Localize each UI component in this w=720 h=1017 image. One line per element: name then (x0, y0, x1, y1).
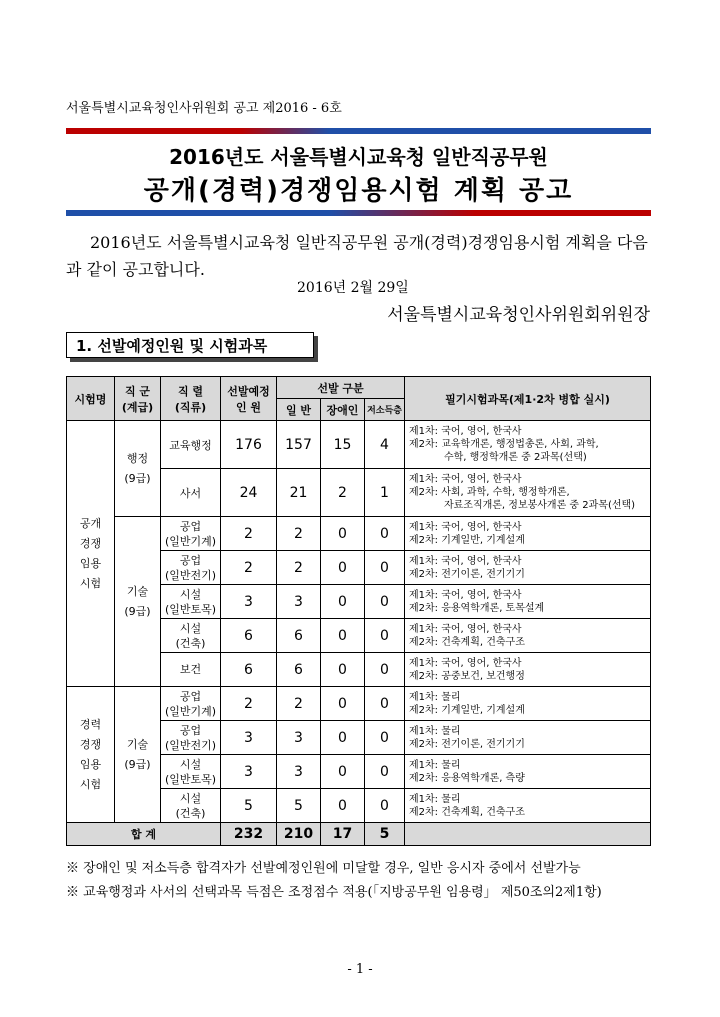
total-planned: 232 (221, 823, 277, 846)
general-cell: 3 (277, 755, 321, 789)
subjects-cell: 제1차: 물리 제2차: 응용역학개론, 측량 (405, 755, 651, 789)
general-cell: 6 (277, 619, 321, 653)
total-row (67, 823, 651, 846)
planned-cell: 24 (221, 469, 277, 517)
planned-cell: 176 (221, 421, 277, 469)
planned-cell: 2 (221, 687, 277, 721)
lowincome-cell: 0 (365, 755, 405, 789)
lowincome-cell: 0 (365, 687, 405, 721)
header-exam: 시험명 (67, 377, 115, 421)
planned-cell: 2 (221, 517, 277, 551)
table-row (67, 517, 651, 551)
note-2: ※ 교육행정과 사서의 선택과목 득점은 조정점수 적용(「지방공무원 임용령」 제50조의2제1항) (66, 885, 602, 900)
header-general: 일 반 (277, 399, 321, 421)
disabled-cell: 0 (321, 721, 365, 755)
general-cell: 2 (277, 517, 321, 551)
section-heading (66, 332, 322, 362)
section-title: 1. 선발예정인원 및 시험과목 (66, 332, 314, 358)
rank-cell: 시설 (건축) (161, 619, 221, 653)
lowincome-cell: 0 (365, 585, 405, 619)
header-planned: 선발예정 인 원 (221, 377, 277, 421)
planned-cell: 3 (221, 585, 277, 619)
subjects-cell: 제1차: 국어, 영어, 한국사 제2차: 기계일반, 기계설계 (405, 517, 651, 551)
disabled-cell: 0 (321, 517, 365, 551)
notice-date: 2016년 2월 29일 (297, 280, 409, 296)
rank-cell: 시설 (일반토목) (161, 585, 221, 619)
lowincome-cell: 0 (365, 619, 405, 653)
note-1: ※ 장애인 및 저소득층 합격자가 선발예정인원에 미달할 경우, 일반 응시자 중에서 선발가능 (66, 861, 581, 876)
notice-number: 서울특별시교육청인사위원회 공고 제2016 - 6호 (66, 101, 342, 116)
rank-cell: 사서 (161, 469, 221, 517)
recruitment-table (66, 376, 651, 846)
subjects-cell: 제1차: 물리 제2차: 전기이론, 전기기기 (405, 721, 651, 755)
subjects-cell: 제1차: 국어, 영어, 한국사 제2차: 사회, 과학, 수학, 행정학개론, 자료조직개론, 정보봉사개론 중 2과목(선택) (405, 469, 651, 517)
series-tech: 기술 (9급) (115, 517, 161, 687)
rank-cell: 공업 (일반전기) (161, 551, 221, 585)
planned-cell: 6 (221, 653, 277, 687)
intro-paragraph: 2016년도 서울특별시교육청 일반직공무원 공개(경력)경쟁임용시험 계획을 다음과 같이 공고합니다. (66, 233, 648, 279)
title-line-1: 2016년도 서울특별시교육청 일반직공무원 (169, 145, 548, 169)
lowincome-cell: 0 (365, 517, 405, 551)
rank-cell: 공업 (일반전기) (161, 721, 221, 755)
subjects-cell: 제1차: 국어, 영어, 한국사 제2차: 건축계획, 건축구조 (405, 619, 651, 653)
general-cell: 2 (277, 687, 321, 721)
lowincome-cell: 4 (365, 421, 405, 469)
series-tech-career: 기술 (9급) (115, 687, 161, 823)
disabled-cell: 0 (321, 619, 365, 653)
general-cell: 5 (277, 789, 321, 823)
page-number: - 1 - (347, 962, 373, 977)
disabled-cell: 2 (321, 469, 365, 517)
disabled-cell: 0 (321, 755, 365, 789)
total-lowincome: 5 (365, 823, 405, 846)
subjects-cell: 제1차: 국어, 영어, 한국사 제2차: 교육학개론, 행정법총론, 사회, 과학, 수학, 행정학개론 중 2과목(선택) (405, 421, 651, 469)
subjects-cell: 제1차: 국어, 영어, 한국사 제2차: 공중보건, 보건행정 (405, 653, 651, 687)
header-subjects: 필기시험과목(제1·2차 병합 실시) (405, 377, 651, 421)
rank-cell: 시설 (일반토목) (161, 755, 221, 789)
exam-career: 경력 경쟁 임용 시험 (67, 687, 115, 823)
subjects-cell: 제1차: 국어, 영어, 한국사 제2차: 응용역학개론, 토목설계 (405, 585, 651, 619)
lowincome-cell: 0 (365, 551, 405, 585)
rank-cell: 교육행정 (161, 421, 221, 469)
title-box (66, 128, 651, 216)
lowincome-cell: 0 (365, 721, 405, 755)
disabled-cell: 0 (321, 687, 365, 721)
table-row (67, 421, 651, 469)
disabled-cell: 0 (321, 653, 365, 687)
total-subjects-empty (405, 823, 651, 846)
planned-cell: 5 (221, 789, 277, 823)
general-cell: 21 (277, 469, 321, 517)
title-bottom-bar (66, 210, 651, 216)
planned-cell: 2 (221, 551, 277, 585)
title-line-2: 공개(경력)경쟁임용시험 계획 공고 (143, 176, 574, 206)
rank-cell: 공업 (일반기계) (161, 687, 221, 721)
rank-cell: 시설 (건축) (161, 789, 221, 823)
general-cell: 2 (277, 551, 321, 585)
exam-open: 공개 경쟁 임용 시험 (67, 421, 115, 687)
subjects-cell: 제1차: 국어, 영어, 한국사 제2차: 전기이론, 전기기기 (405, 551, 651, 585)
rank-cell: 공업 (일반기계) (161, 517, 221, 551)
subjects-cell: 제1차: 물리 제2차: 기계일반, 기계설계 (405, 687, 651, 721)
title-top-bar (66, 128, 651, 134)
total-disabled: 17 (321, 823, 365, 846)
general-cell: 3 (277, 585, 321, 619)
header-rank: 직 렬 (직류) (161, 377, 221, 421)
planned-cell: 3 (221, 721, 277, 755)
subjects-cell: 제1차: 물리 제2차: 건축계획, 건축구조 (405, 789, 651, 823)
header-disabled: 장애인 (321, 399, 365, 421)
general-cell: 3 (277, 721, 321, 755)
header-series: 직 군 (계급) (115, 377, 161, 421)
lowincome-cell: 1 (365, 469, 405, 517)
rank-cell: 보건 (161, 653, 221, 687)
planned-cell: 3 (221, 755, 277, 789)
general-cell: 157 (277, 421, 321, 469)
issuer: 서울특별시교육청인사위원회위원장 (387, 305, 650, 325)
disabled-cell: 15 (321, 421, 365, 469)
header-lowincome: 저소득층 (365, 399, 405, 421)
planned-cell: 6 (221, 619, 277, 653)
lowincome-cell: 0 (365, 789, 405, 823)
disabled-cell: 0 (321, 585, 365, 619)
header-quota: 선발 구분 (277, 377, 405, 399)
total-general: 210 (277, 823, 321, 846)
disabled-cell: 0 (321, 551, 365, 585)
lowincome-cell: 0 (365, 653, 405, 687)
general-cell: 6 (277, 653, 321, 687)
series-admin: 행정 (9급) (115, 421, 161, 517)
disabled-cell: 0 (321, 789, 365, 823)
total-label: 합 계 (67, 823, 221, 846)
table-row (67, 687, 651, 721)
